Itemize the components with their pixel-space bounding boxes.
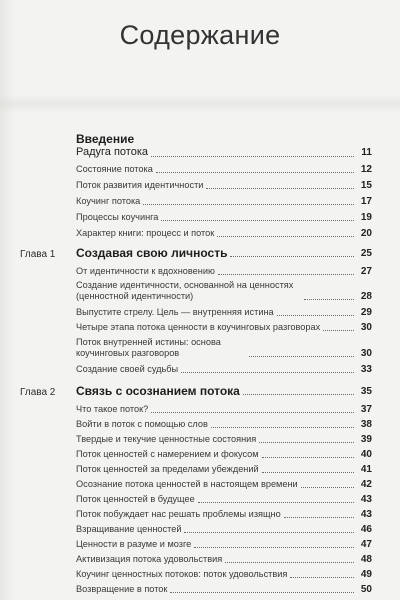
leader-dots bbox=[161, 220, 354, 221]
toc-entry-label: Создание идентичности, основанной на ценностях (ценностной идентичности) bbox=[76, 280, 294, 301]
toc-entry[interactable] bbox=[76, 584, 372, 595]
toc-entry[interactable] bbox=[76, 464, 372, 475]
toc-entry-chapter-1-title[interactable] bbox=[76, 248, 372, 259]
leader-dots bbox=[218, 274, 354, 275]
toc-entry[interactable] bbox=[76, 404, 372, 415]
chapter-title: Связь с осознанием потока bbox=[76, 384, 240, 398]
leader-dots bbox=[156, 172, 354, 173]
toc-entry-chapter-2-title[interactable] bbox=[76, 386, 372, 397]
toc-entry-page: 28 bbox=[360, 291, 372, 302]
leader-dots bbox=[230, 256, 354, 257]
toc-entry[interactable] bbox=[76, 228, 372, 239]
toc-entry-label: Поток развития идентичности bbox=[76, 180, 204, 190]
toc-entry-page: 48 bbox=[360, 554, 372, 565]
toc-entry[interactable] bbox=[76, 164, 372, 175]
toc-entry[interactable] bbox=[76, 307, 372, 318]
toc-entry-label: Что такое поток? bbox=[76, 404, 149, 414]
toc-entry-label: Поток ценностей в будущее bbox=[76, 494, 195, 504]
toc-entry-page: 37 bbox=[360, 404, 372, 415]
toc-entry-page: 17 bbox=[360, 196, 372, 207]
toc-entry[interactable] bbox=[76, 449, 372, 460]
toc-entry[interactable] bbox=[76, 196, 372, 207]
toc-entry[interactable] bbox=[76, 266, 372, 277]
toc-entry[interactable] bbox=[76, 337, 372, 359]
toc-entry[interactable] bbox=[76, 494, 372, 505]
toc-entry[interactable] bbox=[76, 539, 372, 550]
toc-entry[interactable] bbox=[76, 419, 372, 430]
leader-dots bbox=[290, 577, 354, 578]
toc-entry-page: 42 bbox=[360, 479, 372, 490]
toc-entry[interactable] bbox=[76, 509, 372, 520]
toc-entry-label: Выпустите стрелу. Цель — внутренняя истина bbox=[76, 307, 274, 317]
toc-entry-page: 39 bbox=[360, 434, 372, 445]
leader-dots bbox=[184, 532, 354, 533]
toc-entry-label: Осознание потока ценностей в настоящем времени bbox=[76, 479, 298, 489]
toc-entry-label: Поток побуждает нас решать проблемы изящно bbox=[76, 509, 281, 519]
leader-dots bbox=[323, 330, 354, 331]
toc-entry-label: Поток ценностей с намерением и фокусом bbox=[76, 449, 259, 459]
toc-entry-page: 47 bbox=[360, 539, 372, 550]
toc-entry-label: Войти в поток с помощью слов bbox=[76, 419, 208, 429]
toc-entry[interactable] bbox=[76, 322, 372, 333]
leader-dots bbox=[243, 394, 354, 395]
toc-entry-page: 20 bbox=[360, 228, 372, 239]
toc-entry-label: Твердые и текучие ценностные состояния bbox=[76, 434, 257, 444]
toc-entry-page: 35 bbox=[360, 386, 372, 397]
chapter-title: Создавая свою личность bbox=[76, 246, 228, 260]
toc-entry-label: Процессы коучинга bbox=[76, 212, 159, 222]
leader-dots bbox=[284, 517, 354, 518]
leader-dots bbox=[143, 204, 354, 205]
toc-entry-page: 29 bbox=[360, 307, 372, 318]
toc-entry[interactable] bbox=[76, 554, 372, 565]
toc-entry[interactable] bbox=[76, 524, 372, 535]
leader-dots bbox=[181, 372, 354, 373]
leader-dots bbox=[262, 457, 354, 458]
toc-entry[interactable] bbox=[76, 479, 372, 490]
toc-entry-label: Состояние потока bbox=[76, 164, 153, 174]
leader-dots bbox=[151, 412, 354, 413]
leader-dots bbox=[259, 442, 354, 443]
leader-dots bbox=[217, 236, 354, 237]
toc-entry-label: Поток внутренней истины: основа коучинговых разговоров bbox=[76, 337, 221, 358]
leader-dots bbox=[249, 356, 354, 357]
toc-entry-page: 50 bbox=[360, 584, 372, 595]
toc-entry-label: От идентичности к вдохновению bbox=[76, 266, 215, 276]
toc-entry-page: 15 bbox=[360, 180, 372, 191]
toc-entry-label: Активизация потока удовольствия bbox=[76, 554, 223, 564]
toc-entry[interactable] bbox=[76, 180, 372, 191]
intro-heading bbox=[76, 132, 372, 146]
toc-entry-label: Коучинг потока bbox=[76, 196, 141, 206]
page-title: Содержание bbox=[119, 20, 281, 50]
toc-entry-page: 30 bbox=[360, 348, 372, 359]
chapter-1-label: Глава 1 bbox=[20, 249, 56, 260]
page-shading bbox=[0, 95, 400, 113]
leader-dots bbox=[277, 315, 354, 316]
toc-entry-page: 43 bbox=[360, 509, 372, 520]
leader-dots bbox=[170, 592, 354, 593]
toc-entry-intro-subheading[interactable] bbox=[76, 146, 372, 159]
leader-dots bbox=[206, 188, 354, 189]
toc-entry-label: Радуга потока bbox=[76, 146, 148, 158]
toc-entry-label: Ценности в разуме и мозге bbox=[76, 539, 192, 549]
toc-entry-page: 49 bbox=[360, 569, 372, 580]
toc-entry-page: 27 bbox=[360, 266, 372, 277]
toc-entry-label: Создание своей судьбы bbox=[76, 364, 179, 374]
toc-entry-label: Коучинг ценностных потоков: поток удовольствия bbox=[76, 569, 288, 579]
leader-dots bbox=[198, 502, 354, 503]
toc-entry-page: 40 bbox=[360, 449, 372, 460]
toc-entry[interactable] bbox=[76, 569, 372, 580]
toc-entry-page: 33 bbox=[360, 364, 372, 375]
toc-entry[interactable] bbox=[76, 364, 372, 375]
toc-entry-page: 25 bbox=[360, 248, 372, 259]
leader-dots bbox=[151, 156, 354, 157]
leader-dots bbox=[194, 547, 354, 548]
leader-dots bbox=[304, 299, 354, 300]
leader-dots bbox=[262, 472, 354, 473]
toc-entry-page: 41 bbox=[360, 464, 372, 475]
leader-dots bbox=[211, 427, 354, 428]
toc-entry-page: 46 bbox=[360, 524, 372, 535]
toc-entry-label: Характер книги: процесс и поток bbox=[76, 228, 215, 238]
toc-entry[interactable] bbox=[76, 434, 372, 445]
toc-entry-page: 38 bbox=[360, 419, 372, 430]
leader-dots bbox=[225, 562, 354, 563]
toc-entry-page: 19 bbox=[360, 212, 372, 223]
toc-entry-label: Четыре этапа потока ценности в коучинговых разговорах bbox=[76, 322, 321, 332]
toc-entry-label: Возвращение в поток bbox=[76, 584, 168, 594]
chapter-2-label: Глава 2 bbox=[20, 387, 56, 398]
toc-entry-page: 12 bbox=[360, 164, 372, 175]
toc-entry-page: 11 bbox=[361, 147, 372, 158]
toc-entry-label: Взращивание ценностей bbox=[76, 524, 182, 534]
toc-entry-page: 30 bbox=[360, 322, 372, 333]
toc-entry-label: Поток ценностей за пределами убеждений bbox=[76, 464, 259, 474]
toc-entry[interactable] bbox=[76, 280, 372, 302]
toc-entry[interactable] bbox=[76, 212, 372, 223]
intro-heading-label: Введение bbox=[76, 132, 135, 146]
toc-entry-page: 43 bbox=[360, 494, 372, 505]
leader-dots bbox=[301, 487, 354, 488]
